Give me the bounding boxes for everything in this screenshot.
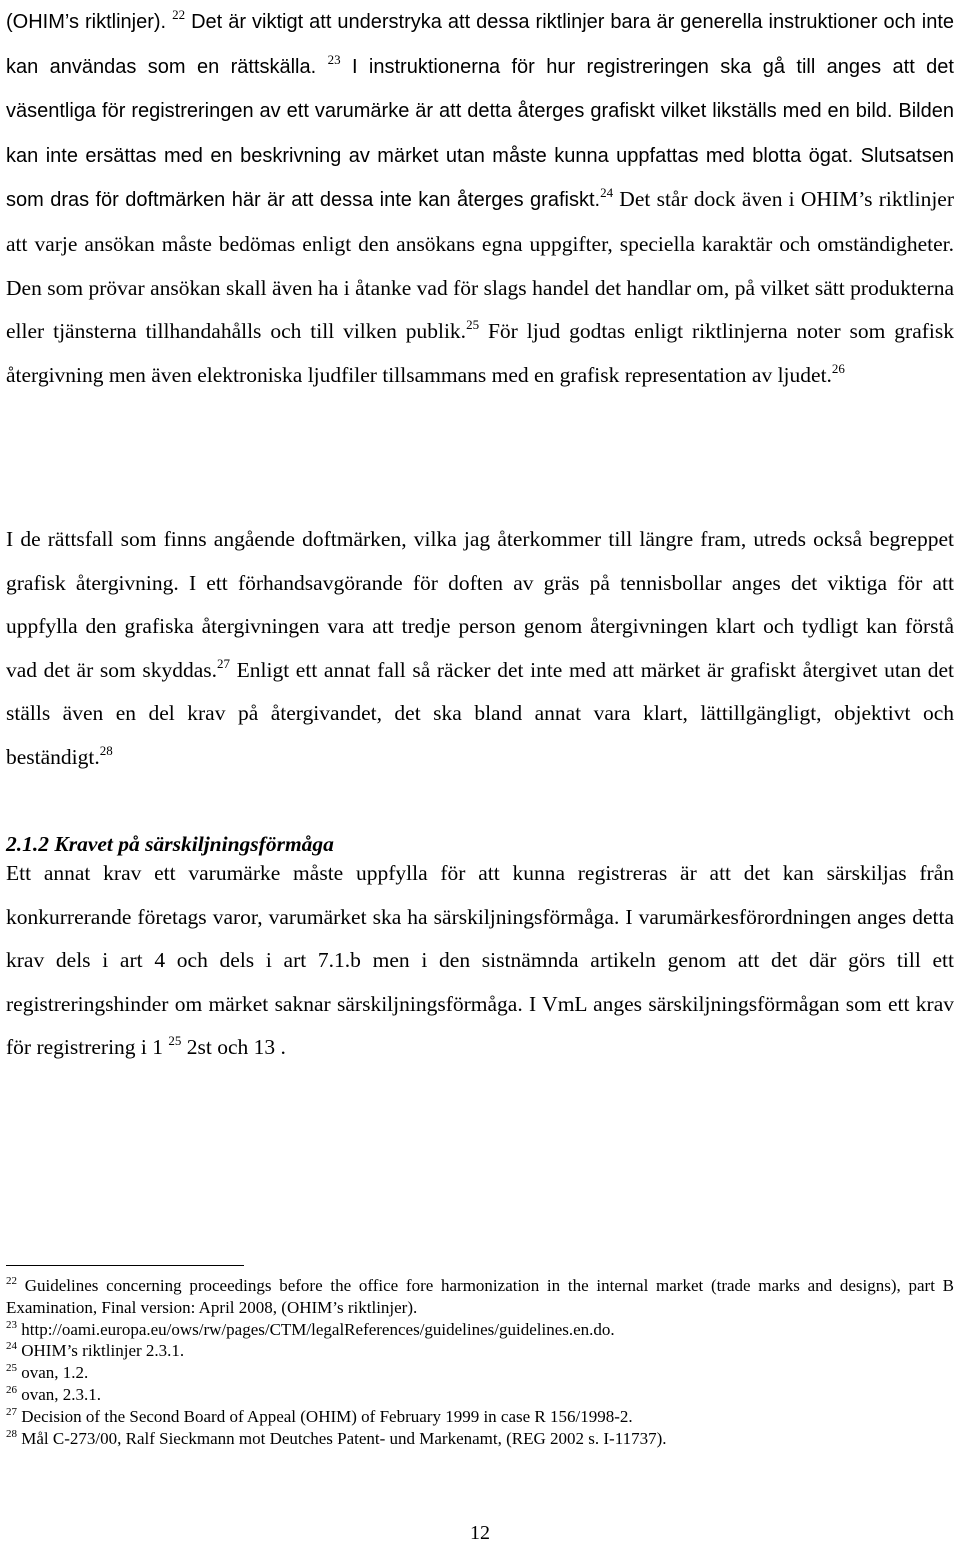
body-paragraph-3 — [6, 852, 954, 1070]
footnote-item — [6, 1384, 954, 1406]
footnote-text: ovan, 2.3.1. — [17, 1384, 102, 1404]
footnote-item — [6, 1428, 954, 1450]
section-heading: 2.1.2 Kravet på särskiljningsförmåga — [6, 832, 334, 856]
footnote-item — [6, 1319, 954, 1341]
footnote-reference: 25 — [168, 1033, 182, 1049]
text-run: Det står dock även i OHIM’s riktlinjer att varje ansökan måste bedömas enligt den ansökans egna uppgifter, speciella karaktär och omständigheter. Den som prövar ansökan skall även ha i åtanke vad för slags handel det handlar om, på vilket sätt produkterna eller tjänsterna tillhandahålls och till vilken publik. — [6, 187, 954, 344]
footnote-separator — [6, 1265, 244, 1266]
footnote-number: 23 — [6, 1318, 17, 1331]
body-paragraph-1 — [6, 0, 954, 397]
footnote-reference: 24 — [600, 185, 614, 201]
text-run: I instruktionerna för hur registreringen ska gå till anges att det väsentliga för registreringen av ett varumärke är att detta återges grafiskt vilket likställs med en bild. Bilden kan inte ersättas med en beskrivning av märket utan måste kunna uppfattas med blotta ögat. Slutsatsen som dras för doftmärken här är att dessa inte kan återges grafiskt. — [6, 55, 954, 212]
footnote-number: 27 — [6, 1405, 17, 1418]
footnote-number: 25 — [6, 1362, 17, 1375]
text-run: I de rättsfall som finns angående doftmärken, vilka jag återkommer till längre fram, utreds också begreppet grafisk återgivning. I ett förhandsavgörande för doften av gräs på tennisbollar anges det viktiga för att uppfylla den grafiska återgivningen vara att tredje person genom återgivningen klart och tydligt kan förstå vad det är som skyddas. — [6, 527, 954, 682]
footnote-number: 28 — [6, 1427, 17, 1440]
footnote-reference: 23 — [327, 51, 341, 67]
footnote-text: Guidelines concerning proceedings before the office fore harmonization in the internal market (trade marks and designs), part B Examination, Final version: April 2008, (OHIM’s riktlinjer). — [6, 1276, 954, 1317]
footnote-number: 24 — [6, 1340, 17, 1353]
body-paragraph-2 — [6, 518, 954, 780]
page-number: 12 — [470, 1522, 490, 1544]
footnote-item — [6, 1362, 954, 1384]
footnote-text: Decision of the Second Board of Appeal (OHIM) of February 1999 in case R 156/1998-2. — [17, 1406, 633, 1426]
text-run: För ljud godtas enligt riktlinjerna noter som grafisk återgivning men även elektroniska ljudfiler tillsammans med en grafisk representation av ljudet. — [6, 319, 954, 387]
footnote-text: http://oami.europa.eu/ows/rw/pages/CTM/legalReferences/guidelines/guidelines.en.do. — [17, 1319, 615, 1339]
footnote-item — [6, 1340, 954, 1362]
footnote-reference: 28 — [99, 742, 113, 758]
footnote-item — [6, 1275, 954, 1319]
footnote-reference: 22 — [172, 7, 186, 22]
footnote-reference: 25 — [466, 317, 480, 333]
text-run: (OHIM’s riktlinjer). — [6, 11, 173, 33]
footnote-reference: 27 — [217, 655, 230, 671]
footnote-number: 22 — [6, 1275, 17, 1287]
footnote-text: ovan, 1.2. — [17, 1363, 89, 1383]
text-run: 2st och 13 . — [181, 1035, 286, 1060]
footnote-list — [6, 1275, 954, 1449]
footnote-text: Mål C-273/00, Ralf Sieckmann mot Deutches Patent- und Markenamt, (REG 2002 s. I-11737). — [17, 1428, 667, 1448]
footnote-number: 26 — [6, 1383, 17, 1396]
text-run: Enligt ett annat fall så räcker det inte med att märket är grafiskt återgivet utan det ställs även en del krav på återgivandet, det ska bland annat vara klart, lättillgängligt, objektivt och beständigt. — [6, 657, 954, 769]
footnote-item — [6, 1406, 954, 1428]
text-run: Ett annat krav ett varumärke måste uppfylla för att kunna registreras är att det kan särskiljas från konkurrerande företags varor, varumärket ska ha särskiljningsförmåga. I varumärkesförordningen anges detta krav dels i art 4 och dels i art 7.1.b men i den sistnämnda artikeln genom att det där görs till ett registreringshinder om märket saknar särskiljningsförmåga. I VmL anges särskiljningsförmågan som ett krav för registrering i 1 — [6, 861, 954, 1060]
footnote-reference: 26 — [831, 360, 845, 376]
text-run: Det är viktigt att understryka att dessa riktlinjer bara är generella instruktioner och inte kan användas som en rättskälla. — [6, 11, 955, 78]
footnote-text: OHIM’s riktlinjer 2.3.1. — [17, 1341, 185, 1361]
